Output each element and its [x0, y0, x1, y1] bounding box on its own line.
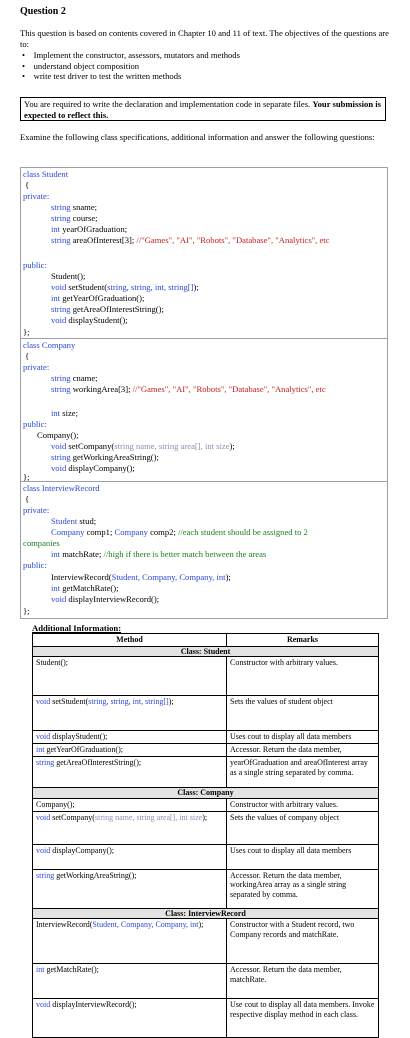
- examine-text: Examine the following class specifications, additional information and answer the following questions:: [20, 132, 375, 142]
- remarks-cell: Accessor. Return the data member, workingArea array as a single string separated by comma.: [227, 869, 379, 908]
- method-line: void setCompany(string name, string area[], int size);: [51, 441, 235, 451]
- company-class-code: [20, 338, 388, 482]
- method-cell: string getAreaOfInterestString();: [33, 757, 227, 788]
- remarks-cell: Uses cout to display all data members: [227, 844, 379, 869]
- method-cell: int getYearOfGraduation();: [33, 744, 227, 757]
- objectives-list: [22, 50, 240, 82]
- intro-text: This question is based on contents covered in Chapter 10 and 11 of text. The objectives of the questions are to:: [20, 28, 389, 49]
- method-line: Student();: [51, 271, 86, 281]
- method-line: string getWorkingAreaString();: [51, 452, 159, 462]
- table-row: [33, 811, 379, 844]
- table-row: [33, 919, 379, 964]
- method-cell: void setStudent(string, string, int, string[]);: [33, 696, 227, 731]
- method-cell: string getWorkingAreaString();: [33, 869, 227, 908]
- page-title: Question 2: [20, 6, 66, 17]
- member-line: int yearOfGraduation;: [51, 224, 128, 234]
- section-row: [33, 908, 379, 919]
- remarks-cell: yearOfGraduation and areaOfInterest array as a single string separated by comma.: [227, 757, 379, 788]
- member-line: string areaOfInterest[3]; //"Games", "AI", "Robots", "Database", "Analytics", etc: [51, 235, 330, 245]
- section-row: [33, 788, 379, 799]
- member-line: int matchRate; //high if there is better match between the areas: [51, 549, 267, 559]
- public-label: public:: [23, 419, 47, 429]
- method-cell: Company();: [33, 798, 227, 811]
- table-row: [33, 844, 379, 869]
- table-row: [33, 696, 379, 731]
- additional-info-title: Additional Information:: [32, 623, 122, 633]
- method-line: void displayStudent();: [51, 315, 128, 325]
- method-line: void displayInterviewRecord();: [51, 594, 160, 604]
- remarks-cell: Sets the values of company object: [227, 811, 379, 844]
- open-brace: {: [25, 351, 30, 361]
- remarks-cell: Uses cout to display all data members: [227, 731, 379, 744]
- section-row: [33, 646, 379, 657]
- close-brace: };: [23, 327, 30, 337]
- table-row: [33, 657, 379, 696]
- method-cell: void setCompany(string name, string area[], int size);: [33, 811, 227, 844]
- notice-bold-text: Your submission is expected to reflect this.: [24, 99, 381, 120]
- table-row: [33, 798, 379, 811]
- private-label: private:: [23, 505, 50, 515]
- comment-wrap: companies: [23, 538, 60, 548]
- method-cell: int getMatchRate();: [33, 964, 227, 999]
- objective-item: • Implement the constructor, assessors, mutators and methods: [22, 50, 240, 60]
- method-line: InterviewRecord(Student, Company, Company, int);: [51, 572, 231, 582]
- method-line: int getMatchRate();: [51, 583, 119, 593]
- column-header-method: Method: [33, 634, 227, 647]
- method-cell: void displayStudent();: [33, 731, 227, 744]
- method-line: void setStudent(string, string, int, string[]);: [51, 282, 199, 292]
- method-line: string getAreaOfInterestString();: [51, 304, 164, 314]
- table-header-row: [33, 634, 379, 647]
- table-row: [33, 999, 379, 1038]
- remarks-cell: Accessor. Return the data member, matchRate.: [227, 964, 379, 999]
- private-label: private:: [23, 191, 50, 201]
- method-cell: InterviewRecord(Student, Company, Company, int);: [33, 919, 227, 964]
- method-cell: void displayInterviewRecord();: [33, 999, 227, 1038]
- member-line: string sname;: [51, 202, 98, 212]
- remarks-cell: Accessor. Return the data member,: [227, 744, 379, 757]
- class-header: class Student: [23, 169, 69, 179]
- objective-item: • write test driver to test the written methods: [22, 71, 182, 82]
- remarks-cell: Constructor with arbitrary values.: [227, 798, 379, 811]
- member-line: int size;: [51, 408, 78, 418]
- class-header: class InterviewRecord: [23, 483, 100, 493]
- member-line: string workingArea[3]; //"Games", "AI", "Robots", "Database", "Analytics", etc: [51, 384, 326, 394]
- method-cell: Student();: [33, 657, 227, 696]
- table-row: [33, 964, 379, 999]
- remarks-cell: Constructor with arbitrary values.: [227, 657, 379, 696]
- method-line: int getYearOfGraduation();: [51, 293, 145, 303]
- section-title: Class: Student: [33, 646, 379, 657]
- method-line: void displayCompany();: [51, 463, 135, 473]
- member-line: string course;: [51, 213, 98, 223]
- objective-item: • understand object composition: [22, 60, 140, 71]
- table-row: [33, 869, 379, 908]
- column-header-remarks: Remarks: [227, 634, 379, 647]
- member-line: string cname;: [51, 373, 98, 383]
- student-class-code: [20, 167, 388, 339]
- open-brace: {: [25, 180, 30, 190]
- table-row: [33, 744, 379, 757]
- member-line: Student stud;: [51, 516, 97, 526]
- table-row: [33, 731, 379, 744]
- private-label: private:: [23, 362, 50, 372]
- section-title: Class: Company: [33, 788, 379, 799]
- open-brace: {: [25, 494, 30, 504]
- additional-info-table: [32, 633, 379, 1038]
- interviewrecord-class-code: [20, 481, 388, 619]
- method-line: Company();: [37, 430, 79, 440]
- section-title: Class: InterviewRecord: [33, 908, 379, 919]
- close-brace: };: [23, 472, 30, 482]
- close-brace: };: [23, 606, 30, 616]
- public-label: public:: [23, 560, 47, 570]
- notice-text: You are required to write the declaration and implementation code in separate files.: [24, 99, 313, 109]
- class-header: class Company: [23, 340, 76, 350]
- method-cell: void displayCompany();: [33, 844, 227, 869]
- remarks-cell: Sets the values of student object: [227, 696, 379, 731]
- remarks-cell: Constructor with a Student record, two Company records and matchRate.: [227, 919, 379, 964]
- table-row: [33, 757, 379, 788]
- member-line: Company comp1; Company comp2; //each student should be assigned to 2: [51, 527, 308, 537]
- remarks-cell: Use cout to display all data members. Invoke respective display method in each class.: [227, 999, 379, 1038]
- submission-notice: [20, 97, 386, 121]
- public-label: public:: [23, 260, 47, 270]
